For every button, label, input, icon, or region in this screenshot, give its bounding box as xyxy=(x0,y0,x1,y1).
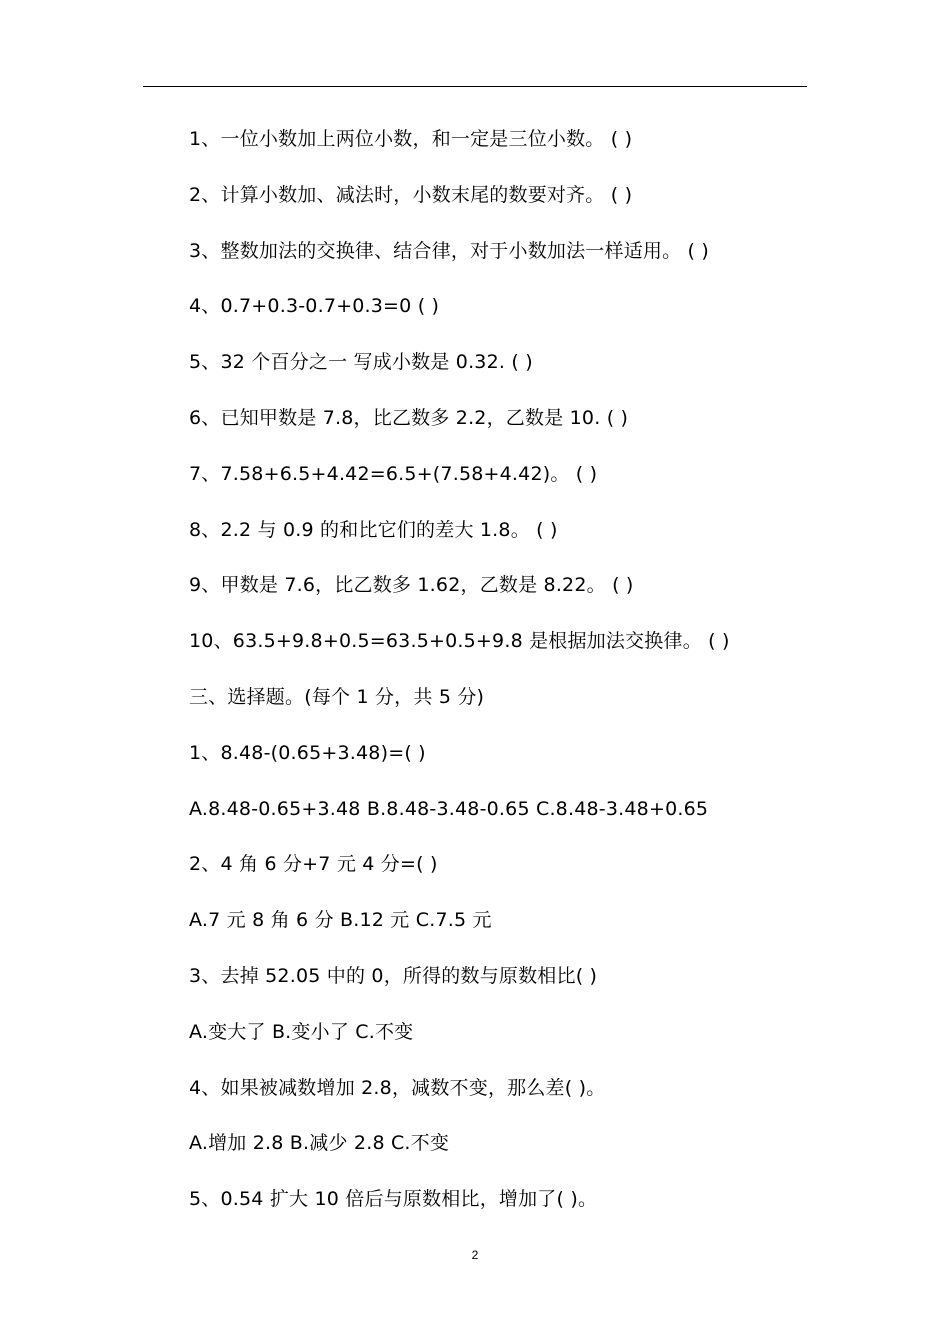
choice-options-4: A.增加 2.8 B.减少 2.8 C.不变 xyxy=(189,1132,450,1155)
true-false-item-10: 10、63.5+9.8+0.5=63.5+0.5+9.8 是根据加法交换律。 ( ) xyxy=(189,630,730,653)
choice-options-1: A.8.48-0.65+3.48 B.8.48-3.48-0.65 C.8.48-3.48+0.65 xyxy=(189,797,709,820)
true-false-item-4: 4、0.7+0.3-0.7+0.3=0 ( ) xyxy=(189,295,440,318)
choice-question-5: 5、0.54 扩大 10 倍后与原数相比，增加了( )。 xyxy=(189,1188,598,1211)
choice-options-3: A.变大了 B.变小了 C.不变 xyxy=(189,1020,414,1043)
choice-options-2: A.7 元 8 角 6 分 B.12 元 C.7.5 元 xyxy=(189,909,492,932)
page-content xyxy=(189,124,829,1240)
true-false-item-8: 8、2.2 与 0.9 的和比它们的差大 1.8。 ( ) xyxy=(189,518,558,541)
true-false-item-6: 6、已知甲数是 7.8，比乙数多 2.2，乙数是 10. ( ) xyxy=(189,406,629,429)
choice-question-3: 3、去掉 52.05 中的 0，所得的数与原数相比( ) xyxy=(189,964,598,987)
true-false-item-1: 1、一位小数加上两位小数，和一定是三位小数。 ( ) xyxy=(189,128,633,150)
true-false-item-7: 7、7.58+6.5+4.42=6.5+(7.58+4.42)。 ( ) xyxy=(189,462,598,485)
page-number: 2 xyxy=(471,1248,479,1262)
header-rule xyxy=(143,86,807,87)
true-false-item-9: 9、甲数是 7.6，比乙数多 1.62，乙数是 8.22。 ( ) xyxy=(189,574,634,597)
true-false-item-5: 5、32 个百分之一 写成小数是 0.32. ( ) xyxy=(189,351,533,374)
choice-question-1: 1、8.48-(0.65+3.48)=( ) xyxy=(189,741,426,764)
true-false-item-2: 2、计算小数加、减法时，小数末尾的数要对齐。 ( ) xyxy=(189,183,633,206)
choice-question-2: 2、4 角 6 分+7 元 4 分=( ) xyxy=(189,853,438,876)
section-heading-choice: 三、选择题。(每个 1 分，共 5 分) xyxy=(189,685,485,708)
true-false-item-3: 3、整数加法的交换律、结合律，对于小数加法一样适用。 ( ) xyxy=(189,239,709,262)
choice-question-4: 4、如果被减数增加 2.8，减数不变，那么差( )。 xyxy=(189,1076,606,1099)
